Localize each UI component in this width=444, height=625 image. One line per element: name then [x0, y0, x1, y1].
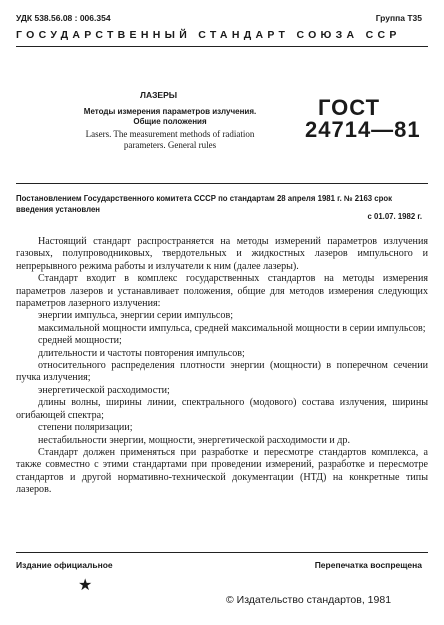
document-title: ЛАЗЕРЫ	[140, 90, 178, 100]
list-item: длительности и частоты повторения импульсов;	[38, 347, 245, 359]
list-item: средней мощности;	[38, 335, 122, 347]
subtitle-line-2: Общие положения	[133, 117, 207, 126]
reprint-notice: Перепечатка воспрещена	[314, 560, 422, 570]
header-rule	[16, 46, 428, 47]
list-item: степени поляризации;	[38, 422, 133, 434]
list-item: длины волны, ширины линии, спектрального (модового) состава излучения, ширины огибающей спектра;	[16, 397, 428, 421]
document-subtitle-ru	[70, 107, 270, 127]
paragraph-composition: Стандарт входит в комплекс государственных стандартов на методы измерения параметров лазеров и устанавливает положения, общие для методов измерения следующих параметров лазерного излучения:	[16, 273, 428, 310]
paragraph-application: Стандарт должен применяться при разработке и пересмотре стандартов комплекса, а также совместно с этими стандартами при проведении измерений, разработке и пересмотре стандартов и другой нормативно-технической документации (НТД) на конкретные типы лазеров.	[16, 446, 428, 496]
gost-number: 24714—81	[305, 117, 421, 142]
group-code: Группа Т35	[375, 13, 422, 23]
en-line-1: Lasers. The measurement methods of radiation	[85, 129, 255, 139]
paragraph-scope: Настоящий стандарт распространяется на методы измерений параметров излучения газовых, полупроводниковых, твердотельных и жидкостных лазеров импульсного и непрерывного режима работы и излучатели к ним (далее лазеры).	[16, 236, 428, 272]
decree-rule	[16, 183, 428, 184]
gost-label: ГОСТ	[318, 95, 381, 120]
udc-code: УДК 538.56.08 : 006.354	[16, 13, 111, 23]
subtitle-line-1: Методы измерения параметров излучения.	[83, 107, 257, 116]
list-item: нестабильности энергии, мощности, энергетической расходимости и др.	[38, 434, 350, 446]
list-item: энергии импульса, энергии серии импульсов;	[38, 310, 234, 322]
list-item: энергетической расходимости;	[38, 384, 170, 396]
footer-rule	[16, 552, 428, 553]
standard-title: ГОСУДАРСТВЕННЫЙ СТАНДАРТ СОЮЗА ССР	[16, 29, 401, 41]
body-text	[16, 236, 428, 497]
decree-date: с 01.07. 1982 г.	[367, 212, 422, 221]
en-line-2: parameters. General rules	[123, 140, 217, 150]
list-item: относительного распределения плотности энергии (мощности) в поперечном сечении пучка излучения;	[16, 360, 428, 384]
list-item: максимальной мощности импульса, средней максимальной мощности в серии импульсов;	[38, 322, 426, 334]
document-subtitle-en	[70, 129, 270, 151]
copyright: © Издательство стандартов, 1981	[226, 594, 392, 606]
official-edition: Издание официальное	[16, 560, 113, 570]
star-icon: ★	[78, 577, 93, 594]
decree-text: Постановлением Государственного комитета СССР по стандартам 28 апреля 1981 г. № 2163 срок введения установлен	[16, 194, 393, 214]
